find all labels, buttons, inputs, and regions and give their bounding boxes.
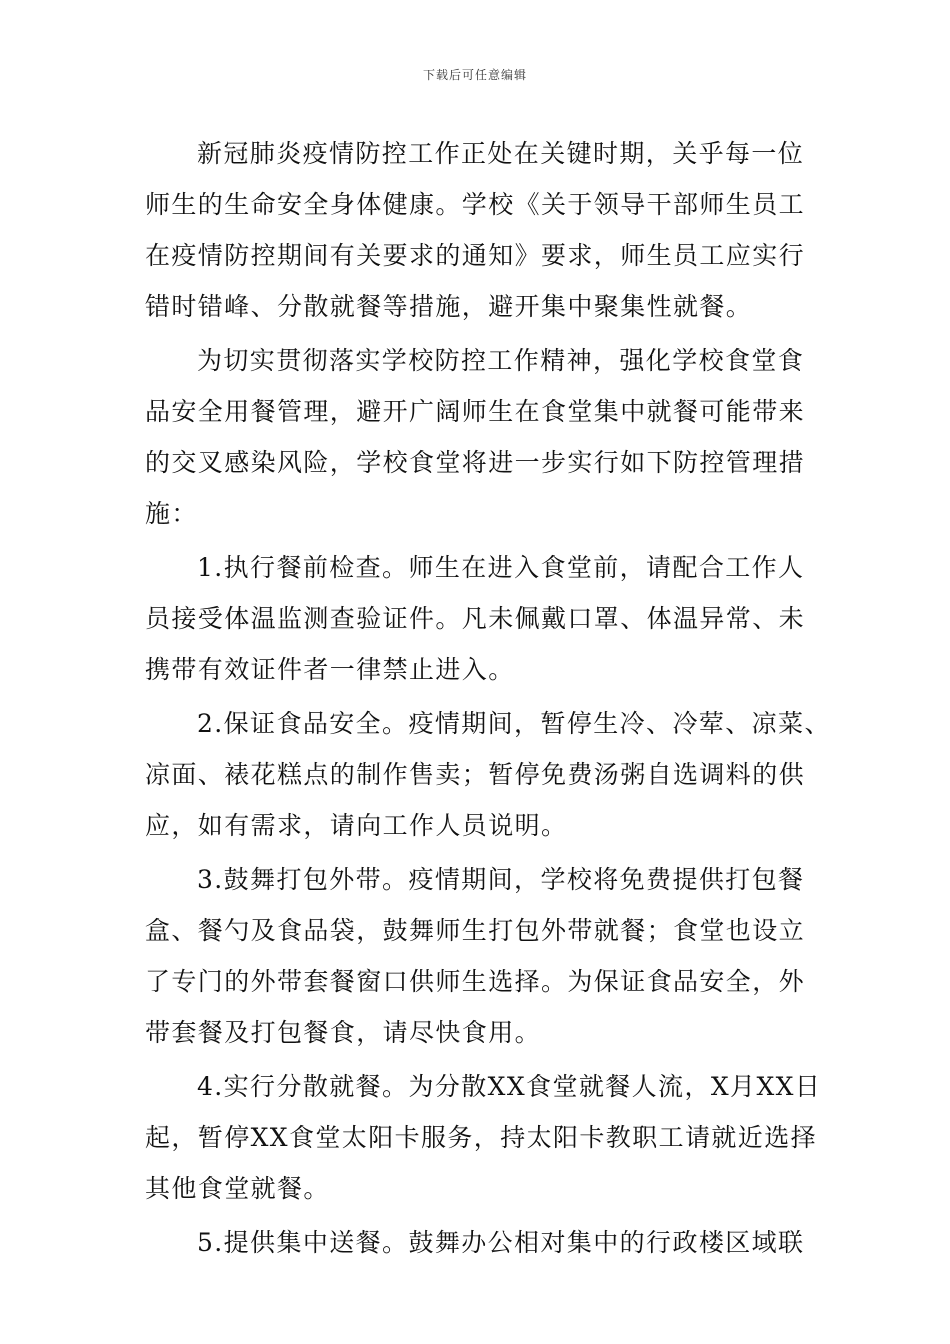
paragraph-line: 了专门的外带套餐窗口供师生选择。为保证食品安全，外 [145,967,806,996]
paragraph-line: 1.执行餐前检查。师生在进入食堂前，请配合工作人 [197,553,805,582]
paragraph-line: 4.实行分散就餐。为分散XX食堂就餐人流，X月XX日 [197,1072,822,1101]
paragraph-measure-4 [145,1061,825,1214]
paragraph-measure-3 [145,854,825,1058]
paragraph-measure-1 [145,542,825,695]
paragraph-line: 应，如有需求，请向工作人员说明。 [145,811,568,840]
paragraph-line: 错时错峰、分散就餐等措施，避开集中聚集性就餐。 [145,292,753,321]
paragraph-line: 带套餐及打包餐食，请尽快食用。 [145,1018,542,1047]
paragraph-line: 其他食堂就餐。 [145,1174,330,1203]
paragraph-line: 品安全用餐管理，避开广阔师生在食堂集中就餐可能带来 [145,397,806,426]
paragraph-measure-5 [145,1217,825,1268]
paragraph-intro [145,128,825,332]
paragraph-line: 携带有效证件者一律禁止进入。 [145,655,515,684]
paragraph-line: 新冠肺炎疫情防控工作正处在关键时期，关乎每一位 [197,139,805,168]
paragraph-line: 为切实贯彻落实学校防控工作精神，强化学校食堂食 [197,346,805,375]
paragraph-purpose [145,335,825,539]
paragraph-line: 施： [145,499,198,528]
paragraph-line: 2.保证食品安全。疫情期间，暂停生冷、冷荤、凉菜、 [197,709,831,738]
page-header-note: 下载后可任意编辑 [422,68,527,82]
paragraph-line: 起，暂停XX食堂太阳卡服务，持太阳卡教职工请就近选择 [145,1123,817,1152]
paragraph-line: 3.鼓舞打包外带。疫情期间，学校将免费提供打包餐 [197,865,805,894]
paragraph-line: 5.提供集中送餐。鼓舞办公相对集中的行政楼区域联 [197,1228,805,1257]
paragraph-line: 在疫情防控期间有关要求的通知》要求，师生员工应实行 [145,241,806,270]
paragraph-line: 的交叉感染风险，学校食堂将进一步实行如下防控管理措 [145,448,806,477]
document-body [145,128,831,1271]
paragraph-measure-2 [145,698,831,851]
paragraph-line: 师生的生命安全身体健康。学校《关于领导干部师生员工 [145,190,806,219]
paragraph-line: 员接受体温监测查验证件。凡未佩戴口罩、体温异常、未 [145,604,806,633]
paragraph-line: 凉面、裱花糕点的制作售卖；暂停免费汤粥自选调料的供 [145,760,806,789]
paragraph-line: 盒、餐勺及食品袋，鼓舞师生打包外带就餐；食堂也设立 [145,916,806,945]
